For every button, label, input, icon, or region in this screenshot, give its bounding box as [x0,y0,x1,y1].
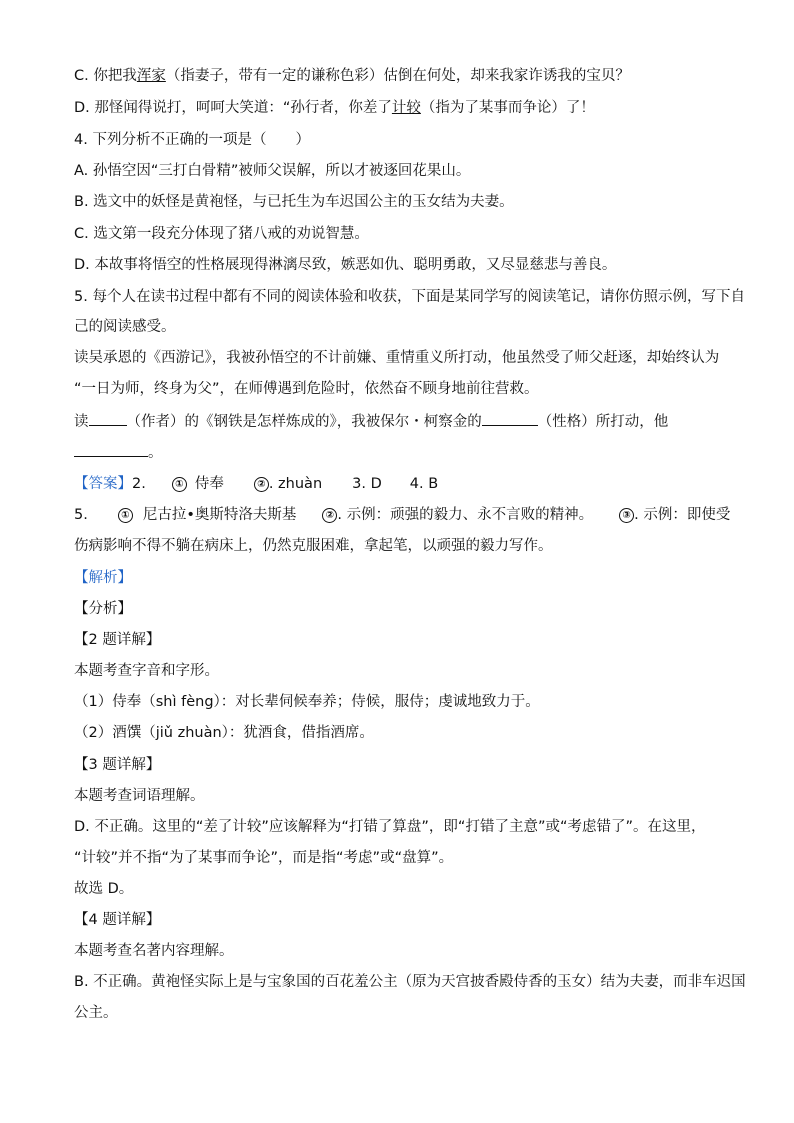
q2-detail-line-1: 本题考查字音和字形。 [74,663,219,679]
question-4: 4. 下列分析不正确的一项是（ ） [74,132,310,148]
blank-feeling [74,442,148,457]
circled-number: ③ [619,508,634,523]
q2-detail-line-2: （1）侍奉（shì fèng）：对长辈伺候奉养；侍候，服侍；虔诚地致力于。 [74,694,540,710]
q3-detail-line-4: 故选 D。 [74,881,134,897]
q3-detail-heading: 【3 题详解】 [74,757,161,773]
question-4-option-c: C. 选文第一段充分体现了猪八戒的劝说智慧。 [74,226,369,242]
q3-detail-line-1: 本题考查词语理解。 [74,788,205,804]
q4-detail-line-1: 本题考查名著内容理解。 [74,943,234,959]
question-5-line-1: 5. 每个人在读书过程中都有不同的阅读体验和收获，下面是某同学写的阅读笔记，请你仿照示例，写下自 [74,289,745,305]
circled-number: ① [118,508,133,523]
q3-detail-line-3: “计较”并不指“为了某事而争论”，而是指“考虑”或“盘算”。 [74,850,454,866]
q3-detail-line-2: D. 不正确。这里的“差了计较”应该解释为“打错了算盘”，即“打错了主意”或“考虑错了”。在这里， [74,819,706,835]
answer-5-line-1: 5. ① 尼古拉•奥斯特洛夫斯基 ② . 示例：顽强的毅力、永不言败的精神。 ③ . 示例：即使受 [74,507,731,523]
circled-number: ② [322,508,337,523]
circled-number: ① [172,477,187,492]
fill-in-line: 读 （作者）的《钢铁是怎样炼成的》，我被保尔・柯察金的 （性格）所打动，他 [74,411,668,432]
example-line-1: 读吴承恩的《西游记》，我被孙悟空的不计前嫌、重情重义所打动，他虽然受了师父赶逐，却始终认为 [74,350,720,366]
option-d-line: D. 那怪闻得说打，呵呵大笑道：“孙行者，你差了计较（指为了某事而争论）了！ [74,100,595,116]
question-4-option-a: A. 孙悟空因“三打白骨精”被师父误解，所以才被逐回花果山。 [74,163,471,179]
q2-detail-line-3: （2）酒馔（jiǔ zhuàn）：犹酒食，借指酒席。 [74,725,374,741]
question-4-option-b: B. 选文中的妖怪是黄袍怪，与已托生为车迟国公主的玉女结为夫妻。 [74,194,514,210]
question-5-line-2: 己的阅读感受。 [74,319,176,335]
q4-detail-line-2: B. 不正确。黄袍怪实际上是与宝象国的百花羞公主（原为天宫披香殿侍香的玉女）结为夫妻，而非车迟国 [74,974,746,990]
answer-tag: 【答案】 [74,476,132,492]
option-c-line: C. 你把我浑家（指妻子，带有一定的谦称色彩）估倒在何处，却来我家诈诱我的宝贝？ [74,68,630,84]
answer-line: 【答案】2. ① 侍奉 ② . zhuàn 3. D 4. B [74,476,439,492]
blank-character [482,411,538,426]
underlined-word: 计较 [391,100,421,116]
answer-5-line-2: 伤病影响不得不躺在病床上，仍然克服困难，拿起笔，以顽强的毅力写作。 [74,538,553,554]
question-4-option-d: D. 本故事将悟空的性格展现得淋漓尽致，嫉恶如仇、聪明勇敢，又尽显慈悲与善良。 [74,257,617,273]
underlined-word: 浑家 [136,68,166,84]
blank-author [89,411,127,426]
example-line-2: “一日为师，终身为父”，在师傅遇到危险时，依然奋不顾身地前往营救。 [74,381,539,397]
circled-number: ② [254,477,269,492]
q4-detail-heading: 【4 题详解】 [74,912,161,928]
analysis-tag: 【解析】 [74,570,132,586]
q2-detail-heading: 【2 题详解】 [74,632,161,648]
fill-in-line-2: 。 [74,442,163,463]
analysis-heading: 【分析】 [74,601,132,617]
q4-detail-line-3: 公主。 [74,1005,118,1021]
